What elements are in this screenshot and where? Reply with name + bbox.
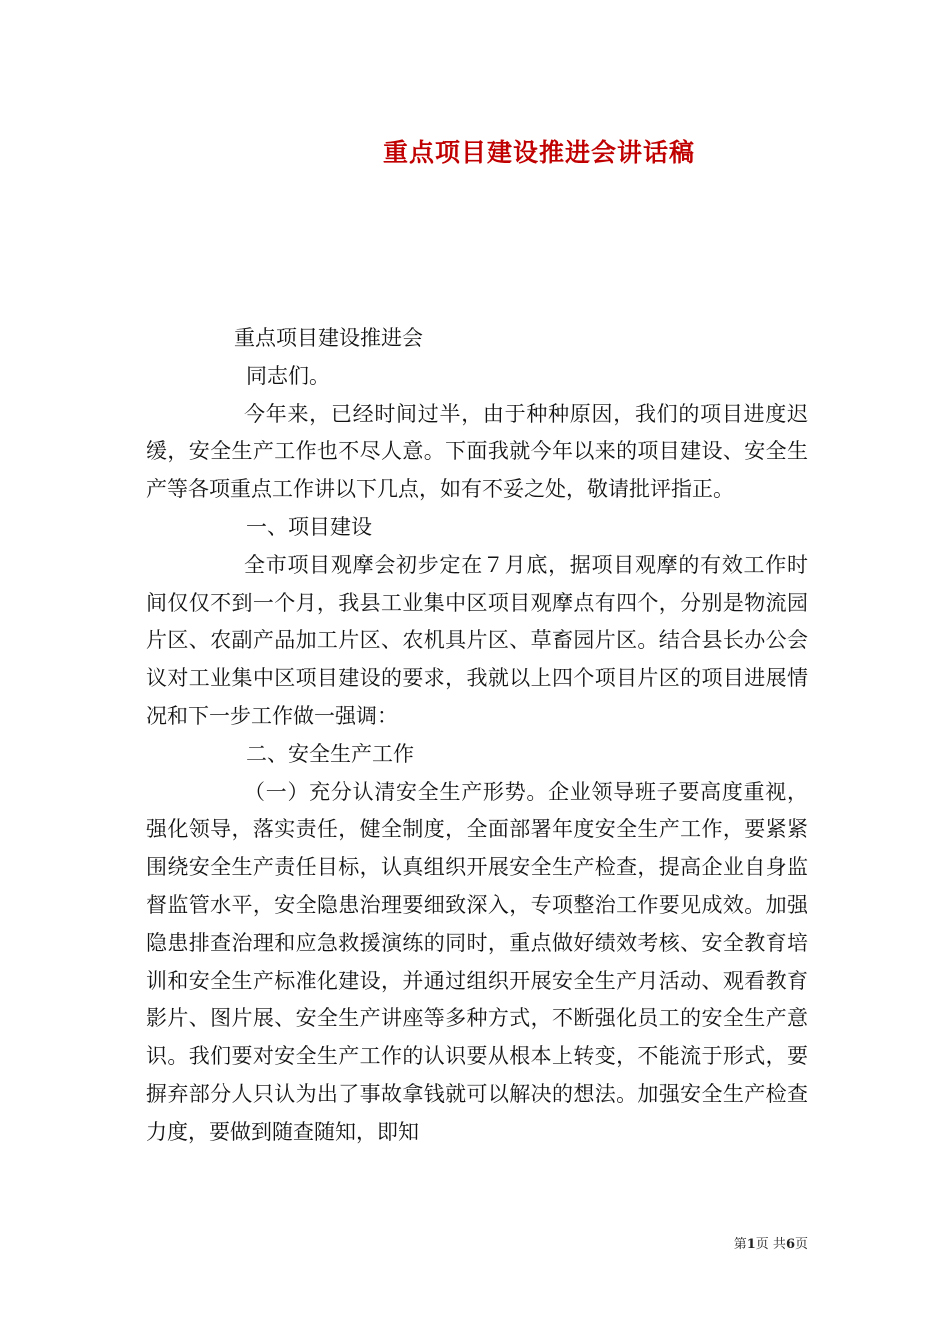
document-body [146,320,808,1152]
intro-paragraph: 今年来，已经时间过半，由于种种原因，我们的项目进度迟缓，安全生产工作也不尽人意。下面我就今年以来的项目建设、安全生产等各项重点工作讲以下几点，如有不妥之处，敬请批评指正。 [146,401,808,502]
footer-prefix: 第 [733,1237,747,1252]
salutation: 同志们。 [246,363,330,388]
page-footer [0,1233,808,1252]
section-heading-project-construction: 一、项目建设 [246,514,372,539]
safety-production-paragraph: （一）充分认清安全生产形势。企业领导班子要高度重视，强化领导，落实责任，健全制度，全面部署年度安全生产工作，要紧紧围绕安全生产责任目标，认真组织开展安全生产检查，提高企业自身监督监管水平，安全隐患治理要细致深入，专项整治工作要见成效。加强隐患排查治理和应急救援演练的同时，重点做好绩效考核、安全教育培训和安全生产标准化建设，并通过组织开展安全生产月活动、观看教育影片、图片展、安全生产讲座等多种方式，不断强化员工的安全生产意识。我们要对安全生产工作的认识要从根本上转变，不能流于形式，要摒弃部分人只认为出了事故拿钱就可以解决的想法。加强安全生产检查力度，要做到随查随知，即知 [146,779,808,1144]
footer-middle: 页 共 [755,1237,786,1252]
current-page-number: 1 [746,1237,756,1252]
meeting-name-line: 重点项目建设推进会 [234,326,423,350]
document-title: 重点项目建设推进会讲话稿 [382,138,695,167]
project-construction-paragraph: 全市项目观摩会初步定在７月底，据项目观摩的有效工作时间仅仅不到一个月，我县工业集中区项目观摩点有四个，分别是物流园片区、农副产品加工片区、农机具片区、草畜园片区。结合县长办公会议对工业集中区项目建设的要求，我就以上四个项目片区的项目进展情况和下一步工作做一强调： [146,552,808,728]
footer-suffix: 页 [794,1237,808,1252]
section-heading-safety-production: 二、安全生产工作 [246,741,414,766]
total-pages-number: 6 [785,1237,795,1252]
